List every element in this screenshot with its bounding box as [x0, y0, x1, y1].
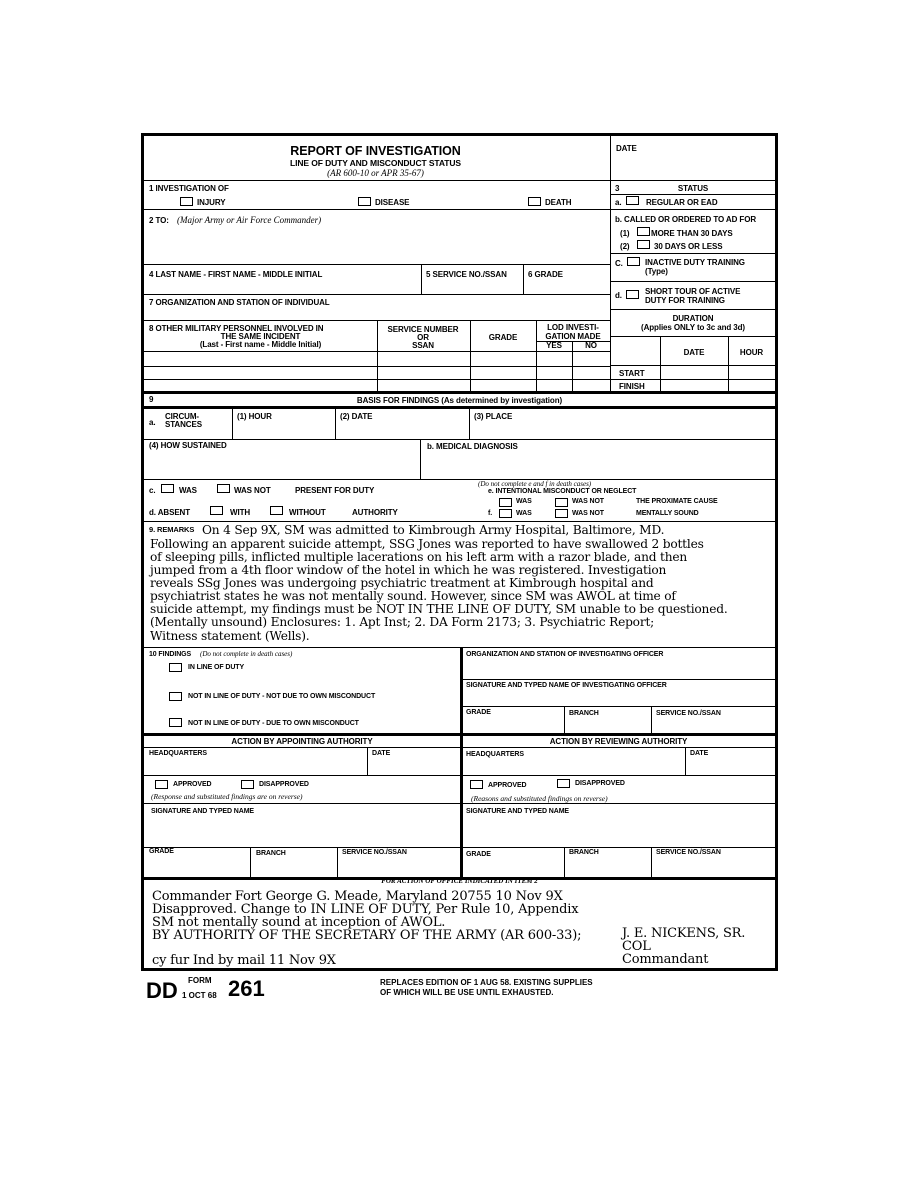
appointing-disapproved-checkbox[interactable]: [241, 780, 254, 789]
findings-label: 10 FINDINGS: [149, 651, 192, 658]
item6-label: 6 GRADE: [528, 270, 563, 279]
in-line-of-duty-checkbox[interactable]: [169, 663, 182, 672]
circ-date-label: (2) DATE: [340, 412, 373, 421]
status-b2-prefix: (2): [620, 242, 630, 251]
date-label: DATE: [616, 144, 637, 153]
remarks-line: jumped from a 4th floor window of the hotel in which he was registered. Investigation: [150, 563, 667, 577]
signer-title: Commandant: [622, 952, 709, 967]
status-a-prefix: a.: [615, 198, 622, 207]
reviewing-grade-label: GRADE: [466, 851, 491, 858]
dd-mark: DD: [146, 978, 178, 1003]
dd-form-261: [141, 133, 778, 971]
misconduct-was-not-label: WAS NOT: [572, 498, 604, 505]
appointing-note: (Response and substituted findings are on reverse): [151, 792, 303, 801]
to-field[interactable]: [144, 210, 610, 264]
service-number-header-1: SERVICE NUMBER: [387, 325, 459, 334]
nlod-not-misconduct-checkbox[interactable]: [169, 692, 182, 701]
duration-title: DURATION: [672, 314, 714, 323]
remarks-line: psychiatrist states he was not mentally sound. However, since SM was AWOL at time of: [150, 589, 676, 603]
copy-furnished-note: cy fur Ind by mail 11 Nov 9X: [152, 953, 336, 968]
supersession-note-2: OF WHICH WILL BE USE UNTIL EXHAUSTED.: [380, 988, 554, 997]
death-checkbox[interactable]: [528, 197, 541, 206]
appointing-disapproved-label: DISAPPROVED: [259, 781, 309, 788]
proximate-cause-label: THE PROXIMATE CAUSE: [636, 498, 718, 505]
remarks-line: of sleeping pills, inflicted multiple lacerations on his left arm with a razor blade, and then: [150, 550, 687, 564]
misconduct-was-not-checkbox[interactable]: [555, 498, 568, 507]
duration-subtitle: (Applies ONLY to 3c and 3d): [641, 323, 745, 332]
appointing-approved-label: APPROVED: [173, 781, 212, 788]
remarks-line: On 4 Sep 9X, SM was admitted to Kimbrough Army Hospital, Baltimore, MD.: [202, 523, 665, 537]
authority-label: AUTHORITY: [352, 508, 398, 517]
short-tour-checkbox[interactable]: [626, 290, 639, 299]
appointing-grade-label: GRADE: [149, 848, 174, 855]
lod-header-1: LOD INVESTI-: [547, 323, 599, 332]
ef-note: (Do not complete e and f in death cases): [478, 480, 592, 488]
regulation-reference: (AR 600-10 or APR 35-67): [327, 168, 424, 178]
injury-label: INJURY: [197, 198, 226, 207]
investigating-grade-label: GRADE: [466, 709, 491, 716]
personnel-row[interactable]: [144, 380, 610, 391]
present-for-duty-label: PRESENT FOR DUTY: [295, 486, 375, 495]
personnel-row[interactable]: [144, 352, 610, 365]
investigating-org-label: ORGANIZATION AND STATION OF INVESTIGATING OFFICER: [466, 651, 664, 658]
f-prefix: f.: [488, 510, 493, 517]
reviewing-disapproved-checkbox[interactable]: [557, 779, 570, 788]
reviewing-date-label: DATE: [690, 750, 709, 757]
appointing-svc-label: SERVICE NO./SSAN: [342, 849, 407, 856]
basis-title: BASIS FOR FINDINGS (As determined by investigation): [356, 396, 563, 405]
personnel-row[interactable]: [144, 367, 610, 378]
medical-diagnosis-label: b. MEDICAL DIAGNOSIS: [427, 442, 518, 451]
investigating-branch-label: BRANCH: [569, 710, 599, 717]
inactive-duty-checkbox[interactable]: [627, 257, 640, 266]
reviewing-approved-label: APPROVED: [488, 782, 527, 789]
reviewing-approved-checkbox[interactable]: [470, 780, 483, 789]
sound-was-label: WAS: [516, 510, 532, 517]
appointing-authority-title: ACTION BY APPOINTING AUTHORITY: [231, 737, 373, 746]
status-c-prefix: C.: [615, 259, 623, 268]
remarks-line: suicide attempt, my findings must be NOT IN THE LINE OF DUTY, SM unable to be questioned.: [150, 602, 728, 616]
how-sustained-label: (4) HOW SUSTAINED: [149, 441, 227, 450]
regular-ead-label: REGULAR OR EAD: [646, 198, 718, 207]
item3-number: 3: [615, 184, 620, 193]
mentally-sound-label: MENTALLY SOUND: [636, 510, 699, 517]
reviewing-sig-label: SIGNATURE AND TYPED NAME: [466, 808, 569, 815]
without-authority-checkbox[interactable]: [270, 506, 283, 515]
item8-label-line2: THE SAME INCIDENT: [220, 332, 301, 341]
present-was-not-label: WAS NOT: [234, 486, 271, 495]
misconduct-was-checkbox[interactable]: [499, 498, 512, 507]
reviewing-branch-label: BRANCH: [569, 849, 599, 856]
signer-rank: COL: [622, 939, 651, 954]
sound-was-not-checkbox[interactable]: [555, 509, 568, 518]
reviewing-hq-label: HEADQUARTERS: [466, 751, 524, 758]
office-action-line: Commander Fort George G. Meade, Maryland 20755 10 Nov 9X: [152, 889, 563, 904]
short-tour-label-2: DUTY FOR TRAINING: [645, 296, 725, 305]
office-action-line: SM not mentally sound at inception of AWOL.: [152, 915, 446, 930]
office-action-line: Disapproved. Change to IN LINE OF DUTY, Per Rule 10, Appendix: [152, 902, 579, 917]
sound-was-not-label: WAS NOT: [572, 510, 604, 517]
disease-checkbox[interactable]: [358, 197, 371, 206]
nlod-misconduct-checkbox[interactable]: [169, 718, 182, 727]
circumstances-label-1: CIRCUM-: [165, 412, 199, 421]
item8-label-line3: (Last - First name - Middle Initial): [199, 340, 322, 349]
item9-number: 9: [149, 395, 154, 404]
office-action-line: BY AUTHORITY OF THE SECRETARY OF THE ARMY (AR 600-33);: [152, 928, 582, 943]
lod-no-header: NO: [585, 341, 597, 350]
circumstances-label-2: STANCES: [165, 420, 202, 429]
reviewing-disapproved-label: DISAPPROVED: [575, 780, 625, 787]
with-label: WITH: [230, 508, 251, 517]
status-b1-prefix: (1): [620, 229, 630, 238]
remarks-line: Witness statement (Wells).: [150, 629, 310, 643]
date-field[interactable]: [611, 136, 775, 180]
status-d-prefix: d.: [615, 291, 622, 300]
item1-label: 1 INVESTIGATION OF: [149, 184, 229, 193]
status-title: STATUS: [677, 184, 709, 193]
office-action-label: FOR ACTION OF OFFICE INDICATED IN ITEM 2: [381, 877, 538, 885]
nlod-not-misconduct-label: NOT IN LINE OF DUTY - NOT DUE TO OWN MISCONDUCT: [188, 693, 376, 700]
circ-a-prefix: a.: [149, 418, 156, 427]
appointing-branch-label: BRANCH: [256, 850, 286, 857]
30-days-or-less-checkbox[interactable]: [637, 240, 650, 249]
appointing-sig-label: SIGNATURE AND TYPED NAME: [151, 808, 254, 815]
service-number-header-3: SSAN: [412, 341, 434, 350]
remarks-line: reveals SSg Jones was undergoing psychiatric treatment at Kimbrough hospital and: [150, 576, 654, 590]
appointing-approved-checkbox[interactable]: [155, 780, 168, 789]
start-label: START: [619, 369, 645, 378]
duration-hour-header: HOUR: [739, 348, 764, 357]
death-label: DEATH: [545, 198, 572, 207]
sound-was-checkbox[interactable]: [499, 509, 512, 518]
inactive-duty-type: (Type): [645, 267, 668, 276]
remarks-line: (Mentally unsound) Enclosures: 1. Apt Inst; 2. DA Form 2173; 3. Psychiatric Report;: [150, 615, 655, 629]
findings-note: (Do not complete in death cases): [200, 650, 293, 658]
without-label: WITHOUT: [289, 508, 326, 517]
item2-label: 2 TO:: [149, 216, 169, 225]
form-date: 1 OCT 68: [182, 991, 217, 1000]
appointing-date-label: DATE: [372, 750, 391, 757]
with-authority-checkbox[interactable]: [210, 506, 223, 515]
item7-label: 7 ORGANIZATION AND STATION OF INDIVIDUAL: [149, 298, 330, 307]
more-than-30-days-label: MORE THAN 30 DAYS: [651, 229, 733, 238]
remarks-line: Following an apparent suicide attempt, SSG Jones was reported to have swallowed 2 bottles: [150, 537, 704, 551]
regular-ead-checkbox[interactable]: [626, 196, 639, 205]
service-number-header-2: OR: [417, 333, 429, 342]
inactive-duty-label: INACTIVE DUTY TRAINING: [645, 258, 745, 267]
present-was-not-checkbox[interactable]: [217, 484, 230, 493]
nlod-misconduct-label: NOT IN LINE OF DUTY - DUE TO OWN MISCONDUCT: [188, 720, 359, 727]
appointing-hq-label: HEADQUARTERS: [149, 750, 207, 757]
form-subtitle: LINE OF DUTY AND MISCONDUCT STATUS: [289, 158, 461, 168]
item8-grade-header: GRADE: [488, 333, 518, 342]
hour-label: (1) HOUR: [237, 412, 272, 421]
supersession-note-1: REPLACES EDITION OF 1 AUG 58. EXISTING SUPPLIES: [380, 978, 593, 987]
more-than-30-days-checkbox[interactable]: [637, 227, 650, 236]
finish-label: FINISH: [619, 382, 645, 391]
present-was-label: WAS: [179, 486, 197, 495]
reviewing-svc-label: SERVICE NO./SSAN: [656, 849, 721, 856]
reviewing-authority-title: ACTION BY REVIEWING AUTHORITY: [549, 737, 688, 746]
disease-label: DISEASE: [375, 198, 410, 207]
present-was-checkbox[interactable]: [161, 484, 174, 493]
form-number: 261: [228, 976, 265, 1001]
item8-label-line1: 8 OTHER MILITARY PERSONNEL INVOLVED IN: [149, 324, 324, 333]
investigating-svc-label: SERVICE NO./SSAN: [656, 710, 721, 717]
item4-label: 4 LAST NAME - FIRST NAME - MIDDLE INITIAL: [149, 270, 323, 279]
c-prefix: c.: [149, 486, 156, 495]
place-label: (3) PLACE: [474, 412, 513, 421]
item2-hint: (Major Army or Air Force Commander): [177, 215, 322, 225]
item5-label: 5 SERVICE NO./SSAN: [426, 270, 507, 279]
short-tour-label-1: SHORT TOUR OF ACTIVE: [645, 287, 741, 296]
lod-yes-header: YES: [546, 341, 562, 350]
lod-header-2: GATION MADE: [545, 332, 601, 341]
remarks-label: 9. REMARKS: [149, 525, 195, 534]
misconduct-was-label: WAS: [516, 498, 532, 505]
form-title: REPORT OF INVESTIGATION: [290, 144, 461, 158]
duration-date-header: DATE: [683, 348, 705, 357]
investigating-sig-label: SIGNATURE AND TYPED NAME OF INVESTIGATING OFFICER: [466, 682, 667, 689]
signer-name: J. E. NICKENS, SR.: [622, 926, 746, 941]
injury-checkbox[interactable]: [180, 197, 193, 206]
status-b-label: b. CALLED OR ORDERED TO AD FOR: [615, 215, 757, 224]
absent-label: d. ABSENT: [149, 508, 191, 517]
form-word: FORM: [188, 976, 212, 985]
30-days-or-less-label: 30 DAYS OR LESS: [654, 242, 723, 251]
reviewing-note: (Reasons and substituted findings on reverse): [471, 794, 608, 803]
e-label: e. INTENTIONAL MISCONDUCT OR NEGLECT: [488, 488, 637, 495]
in-line-of-duty-label: IN LINE OF DUTY: [188, 664, 245, 671]
